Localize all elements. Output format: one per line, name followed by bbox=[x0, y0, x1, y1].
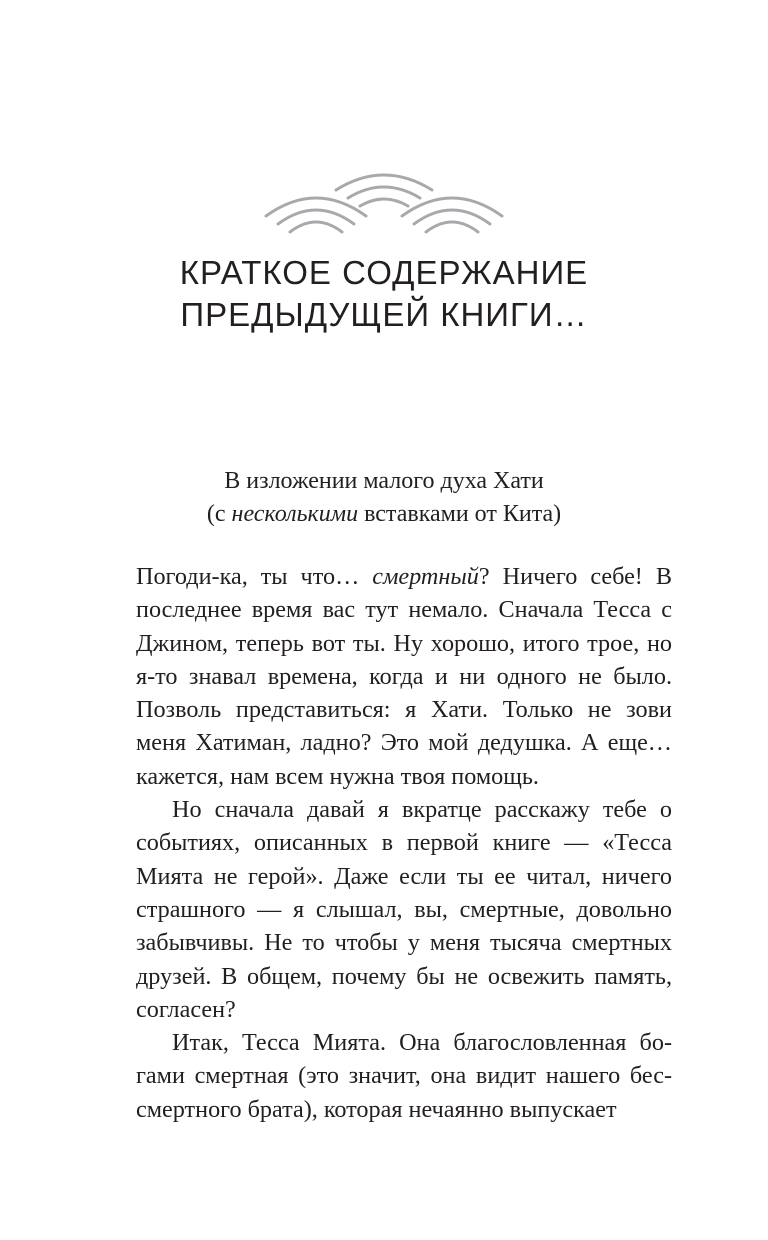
subtitle-line-2-start: (с bbox=[206, 501, 232, 527]
subtitle-line-1: В изложении малого духа Хати bbox=[224, 468, 544, 494]
cloud-ornament-icon bbox=[256, 168, 512, 258]
paragraph-1-part-c: ? Ничего себе! В последнее время вас тут немало. Сначала Тесса с Джином, теперь вот ты. Ну хорошо, итого трое, но я-то знавал времена, когда и ни одного не было. Позволь представиться: я Хати. Только не зови меня Хатиман, ладно? Это мой дедушка. А еще… кажется, нам всем нужна твоя помощь. bbox=[136, 563, 672, 790]
paragraph-1 bbox=[136, 560, 672, 793]
subtitle-line-2-end: вставками от Кита) bbox=[358, 501, 562, 527]
chapter-subtitle bbox=[0, 465, 768, 531]
subtitle-line-2 bbox=[0, 498, 768, 531]
paragraph-3: Итак, Тесса Мията. Она благословленная богами смертная (это значит, она видит нашего бессмертного брата), которая нечаянно выпускает bbox=[136, 1029, 672, 1123]
chapter-title-line-1: КРАТКОЕ СОДЕРЖАНИЕ bbox=[179, 254, 589, 291]
paragraph-2: Но сначала давай я вкратце расскажу тебе о событиях, описанных в первой книге — «Тесса Мията не герой». Даже если ты ее читал, ничего страшного — я слышал, вы, смертные, довольно забывчивы. Не то чтобы у меня тысяча смертных друзей. В общем, почему бы не освежить память, согласен? bbox=[136, 796, 672, 1023]
chapter-title-line-2: ПРЕДЫДУЩЕЙ КНИГИ… bbox=[180, 296, 588, 333]
paragraph-1-part-a: Погоди-ка, ты что… bbox=[136, 563, 373, 590]
paragraph-1-italic: смертный bbox=[372, 563, 479, 590]
body-text bbox=[136, 560, 672, 1126]
subtitle-line-2-italic: несколькими bbox=[231, 501, 359, 527]
chapter-title bbox=[0, 252, 768, 336]
